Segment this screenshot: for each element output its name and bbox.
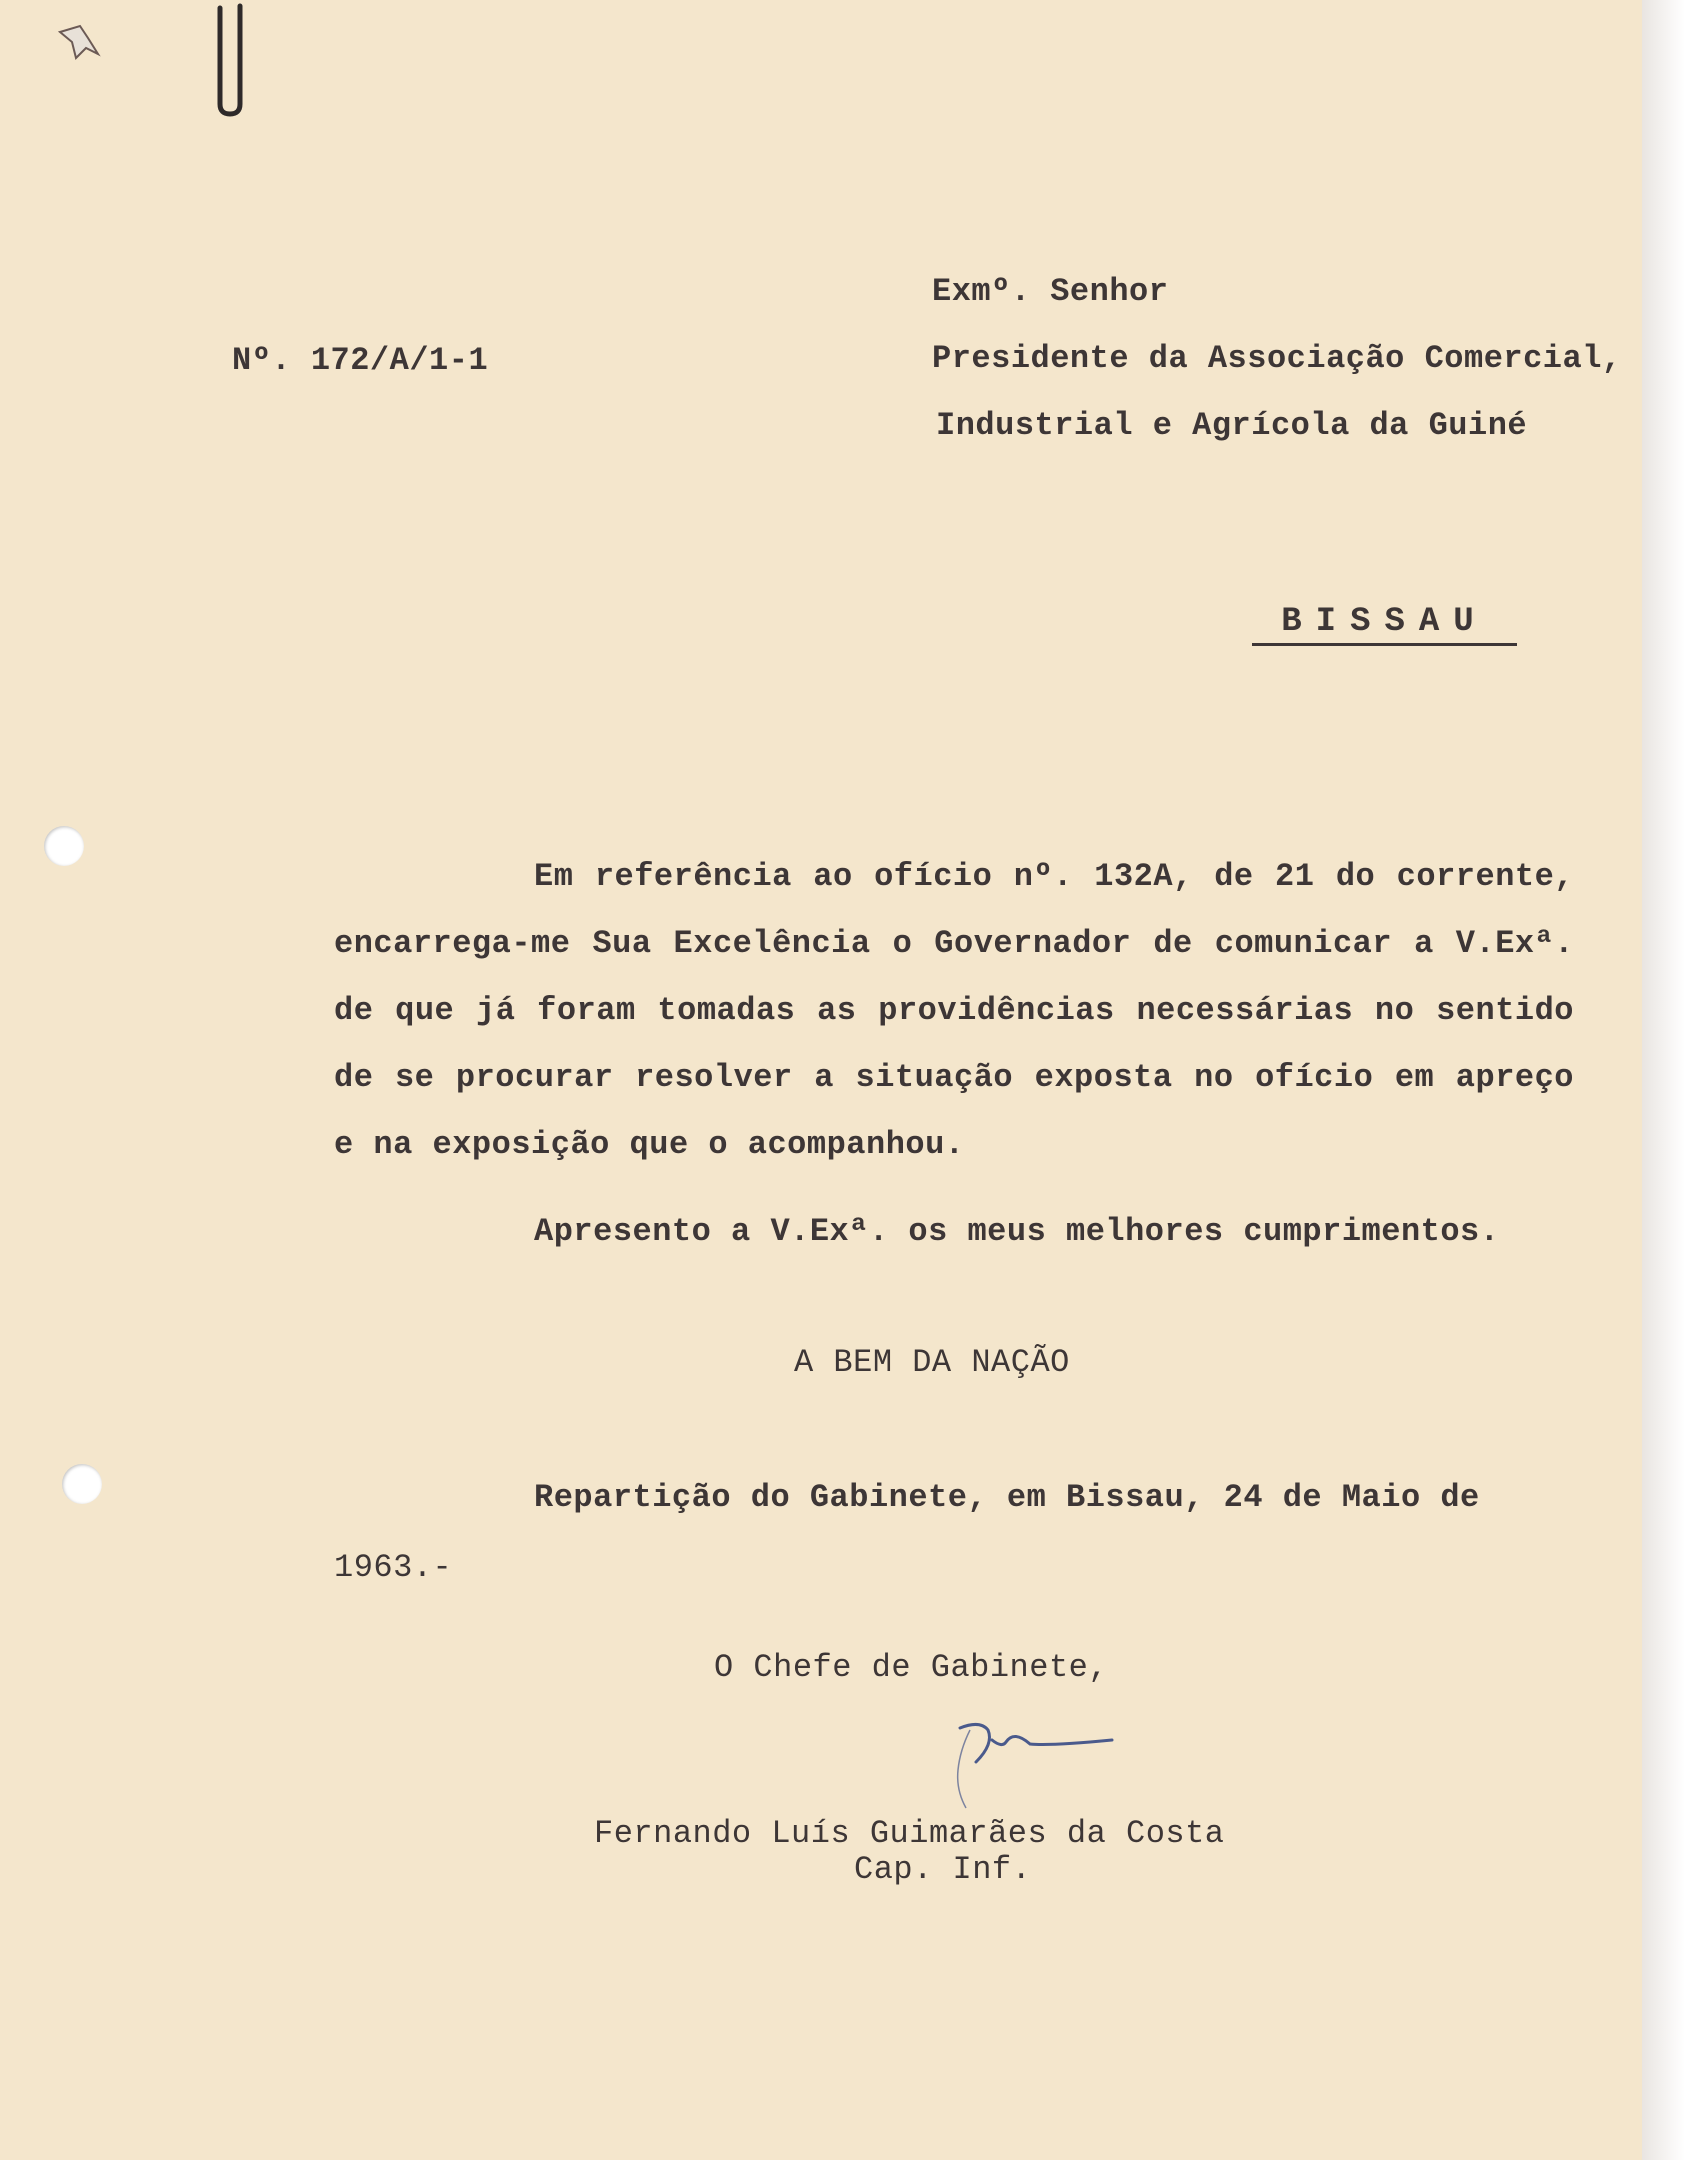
punch-hole-bottom — [62, 1464, 102, 1504]
reference-number: Nº. 172/A/1-1 — [232, 342, 489, 379]
scan-margin — [1642, 0, 1685, 2160]
signatory-name: Fernando Luís Guimarães da Costa — [594, 1815, 1225, 1852]
city-heading: BISSAU — [1252, 605, 1517, 646]
salutation: Exmº. Senhor — [932, 273, 1169, 310]
punch-hole-top — [44, 826, 84, 866]
torn-corner-mark — [58, 24, 108, 74]
letter-body: Em referência ao ofício nº. 132A, de 21 do corrente, encarrega-me Sua Excelência o Governador de comunicar a V.Exª. de que já foram tomadas as providências necessárias no sentido de se procurar resolver a situação exposta no ofício em apreço e na exposição que o acompanhou. — [334, 858, 1574, 1163]
recipient-title-line1: Presidente da Associação Comercial, — [932, 340, 1622, 377]
closing-greeting: Apresento a V.Exª. os meus melhores cumprimentos. — [534, 1213, 1500, 1250]
handwritten-signature — [880, 1690, 1140, 1830]
paper-clip-icon — [208, 0, 268, 120]
recipient-title-line2: Industrial e Agrícola da Guiné — [936, 407, 1528, 444]
signatory-rank: Cap. Inf. — [854, 1851, 1032, 1888]
motto: A BEM DA NAÇÃO — [794, 1344, 1070, 1381]
signatory-role: O Chefe de Gabinete, — [714, 1649, 1109, 1686]
place-date-line2: 1963.- — [334, 1549, 453, 1586]
place-date-line1: Repartição do Gabinete, em Bissau, 24 de Maio de — [534, 1479, 1480, 1516]
